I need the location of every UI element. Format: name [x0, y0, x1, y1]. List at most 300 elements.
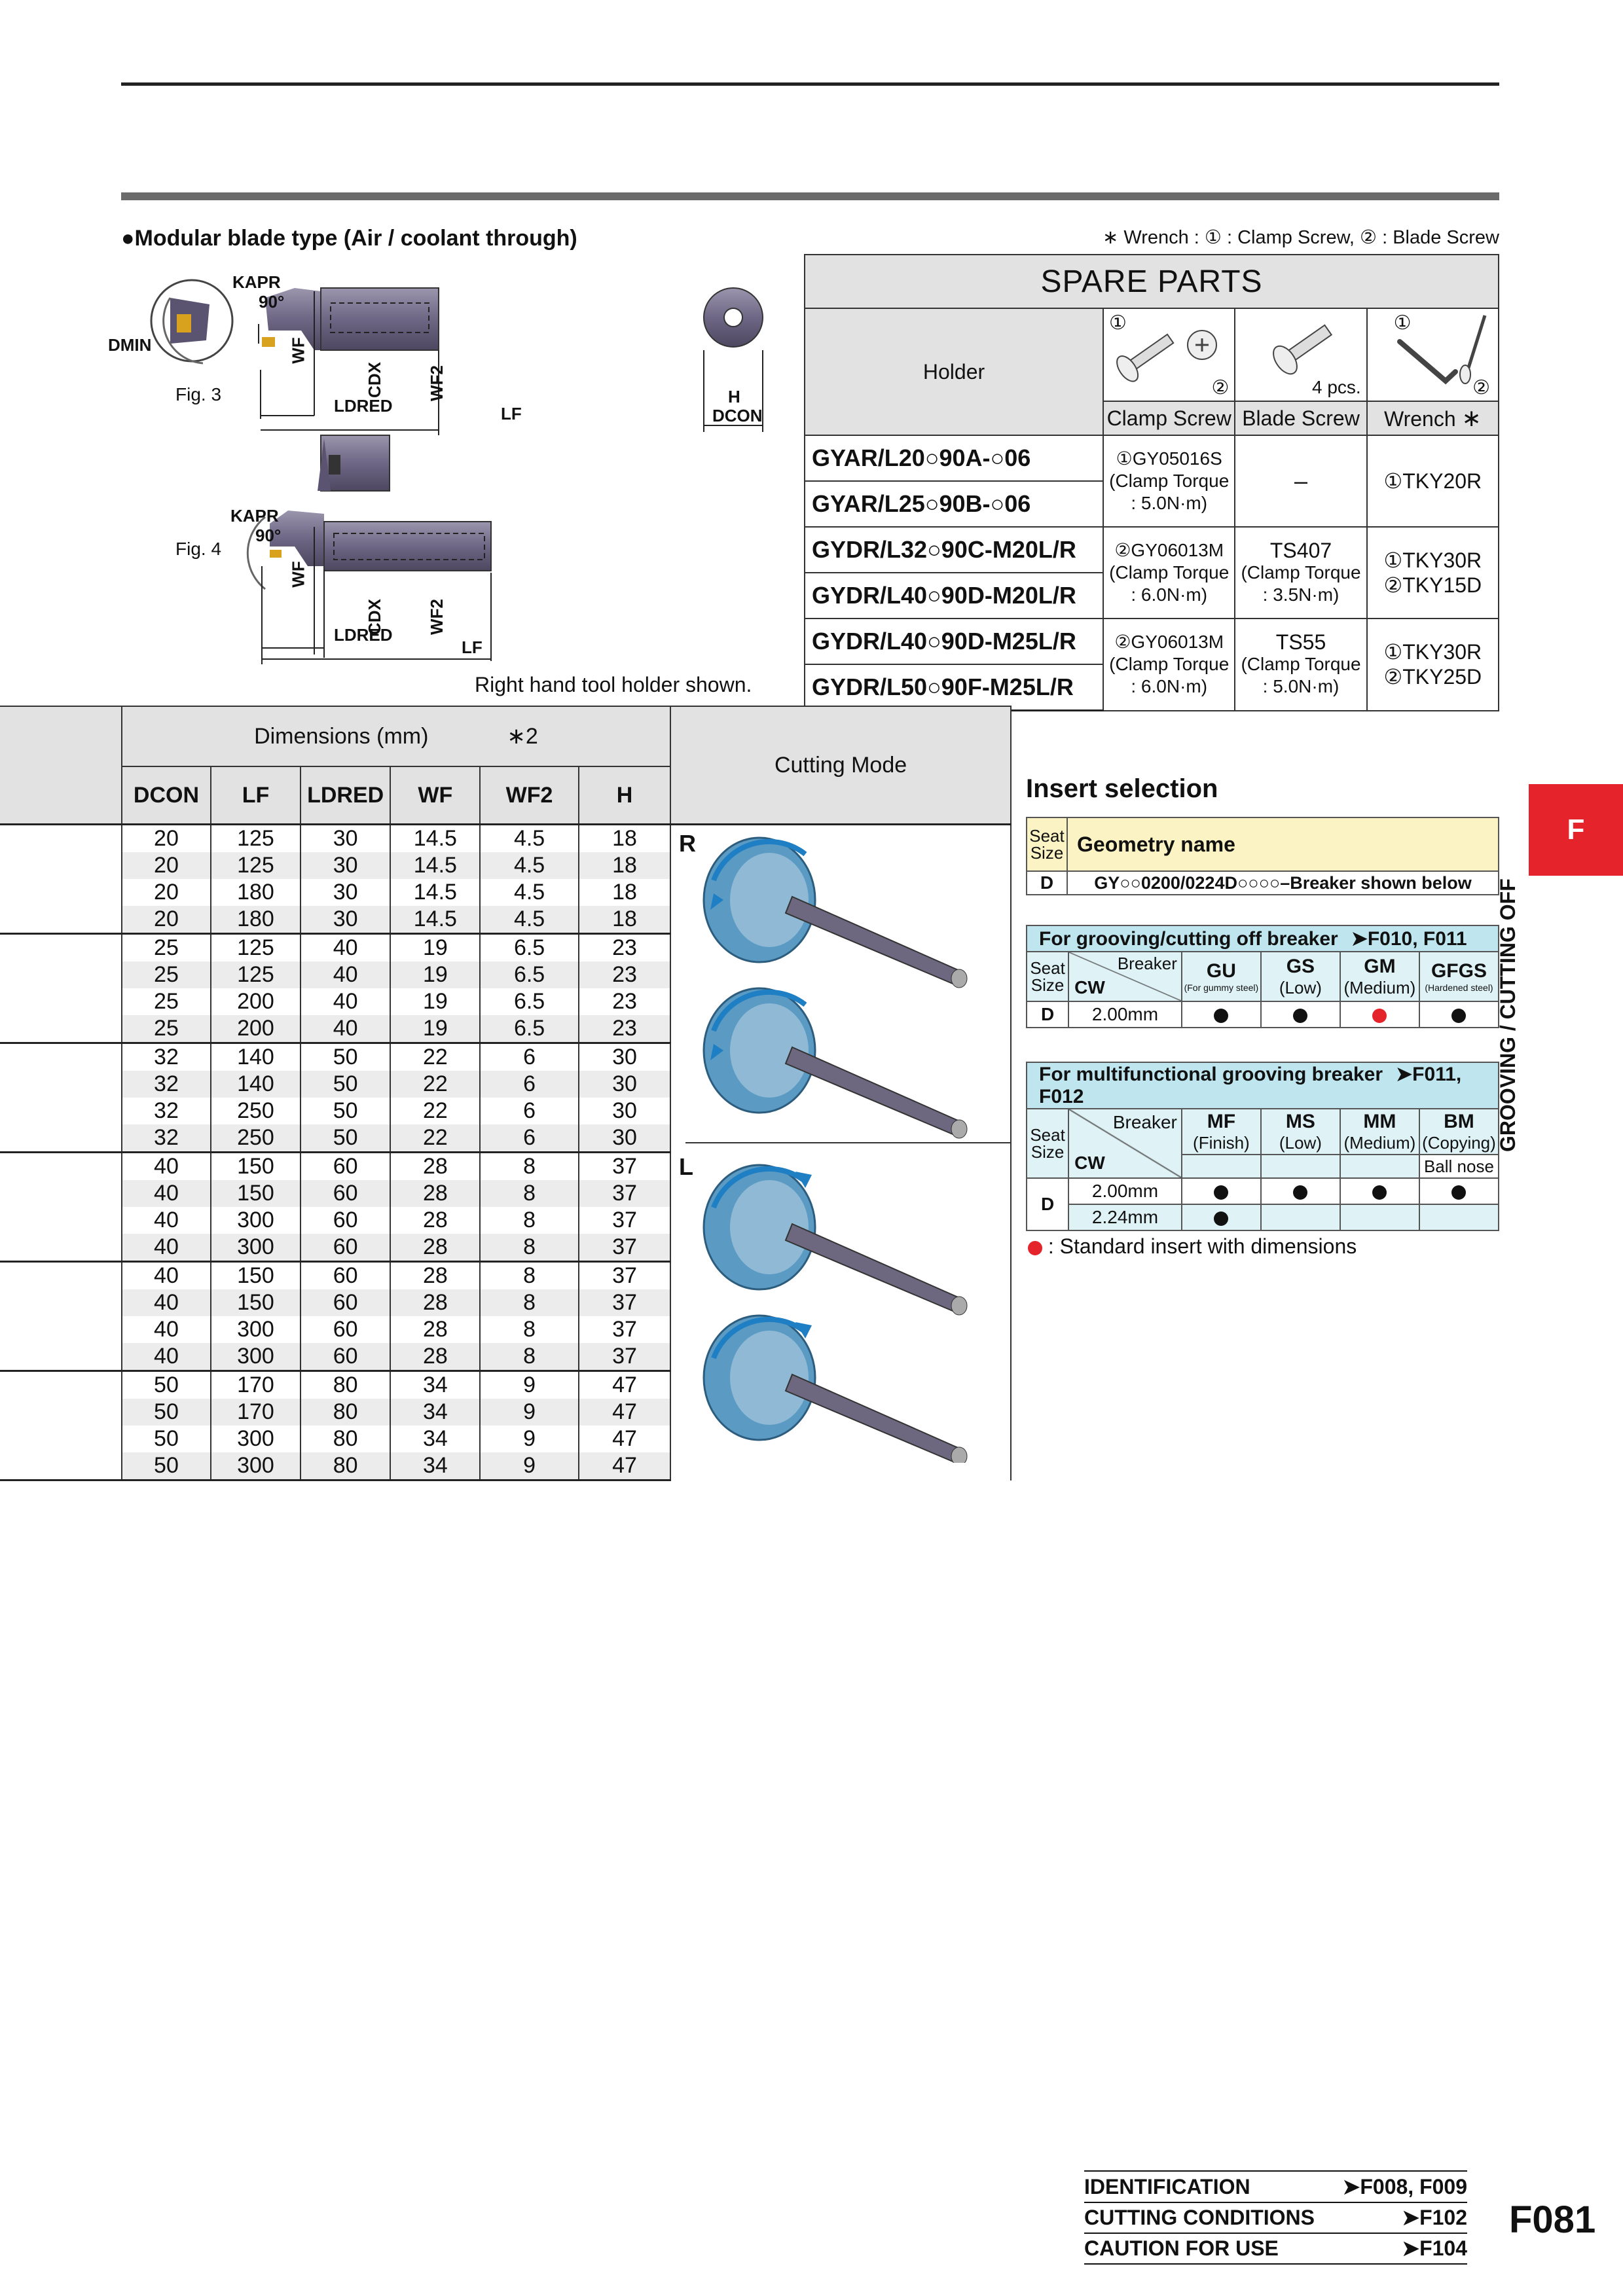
fig3-label: Fig. 3	[175, 384, 222, 404]
mode-l-label: L	[679, 1153, 693, 1180]
clamp-torque-val: : 6.0N·m)	[1131, 676, 1208, 697]
dim-cell-wf: 14.5	[390, 906, 480, 934]
row-blank-cell	[0, 961, 122, 988]
dim-cell-lf: 300	[211, 1426, 301, 1452]
dim-cell-ldred: 60	[301, 1234, 391, 1262]
dim-cell-h: 23	[579, 988, 670, 1015]
num-2-wrench: ②	[1472, 377, 1490, 399]
col-name: GS	[1286, 955, 1315, 977]
dim-cell-lf: 125	[211, 825, 301, 853]
dim-cell-wf2: 6	[480, 1124, 579, 1153]
wrench-cell-3	[1367, 619, 1499, 711]
dim-cell-h: 37	[579, 1153, 670, 1181]
seat-label: Seat	[1030, 958, 1065, 978]
dim-cell-dcon: 25	[122, 961, 211, 988]
standard-dot	[1028, 1241, 1042, 1255]
section-bar	[121, 192, 1499, 200]
dim-cell-dcon: 40	[122, 1153, 211, 1181]
geometry-name-header: Geometry name	[1067, 817, 1499, 871]
row-blank-cell	[0, 1180, 122, 1207]
row-blank-cell	[0, 988, 122, 1015]
dim-cell-dcon: 40	[122, 1343, 211, 1371]
dim-cell-wf: 28	[390, 1153, 480, 1181]
cw-label: CW	[1074, 977, 1105, 997]
dim-cell-wf: 28	[390, 1289, 480, 1316]
m-seat-d: D	[1027, 1178, 1068, 1230]
ref-label: CUTTING CONDITIONS	[1084, 2206, 1315, 2229]
breaker-label: Breaker	[1112, 1112, 1177, 1132]
blank-header	[0, 706, 122, 825]
wrench-part: ①TKY30R	[1383, 640, 1482, 664]
dim-cell-lf: 150	[211, 1289, 301, 1316]
grooving-title: For grooving/cutting off breaker	[1039, 927, 1338, 950]
dim-cell-h: 30	[579, 1124, 670, 1153]
dim-cell-lf: 250	[211, 1124, 301, 1153]
mode-l-2	[704, 1316, 967, 1463]
row-blank-cell	[0, 852, 122, 879]
dim-cell-wf: 14.5	[390, 879, 480, 906]
wf-label-4: WF	[288, 561, 308, 588]
dim-cell-lf: 170	[211, 1371, 301, 1399]
dim-cell-wf2: 6	[480, 1098, 579, 1124]
col-sub: (Low)	[1279, 977, 1322, 997]
dim-cell-h: 30	[579, 1071, 670, 1098]
dim-cell-lf: 140	[211, 1071, 301, 1098]
dim-cell-dcon: 25	[122, 988, 211, 1015]
m-mf-dot-2	[1182, 1204, 1261, 1230]
wf2-label-4: WF2	[426, 599, 447, 635]
g-gm-dot	[1340, 1001, 1419, 1028]
clamp-torque-val: : 6.0N·m)	[1131, 584, 1208, 605]
dim-cell-wf: 19	[390, 934, 480, 962]
wrench-part: ①TKY20R	[1383, 469, 1482, 493]
blade-cell-3	[1235, 619, 1366, 711]
dim-cell-dcon: 25	[122, 934, 211, 962]
multi-ref: ➤F011, F012	[1039, 1064, 1462, 1107]
dim-cell-h: 37	[579, 1180, 670, 1207]
row-blank-cell	[0, 1207, 122, 1234]
blade-part: TS407	[1269, 539, 1332, 562]
grooving-breaker-table	[1026, 925, 1499, 1028]
dim-cell-ldred: 30	[301, 906, 391, 934]
col-dcon: DCON	[122, 766, 211, 825]
num-1: ①	[1109, 312, 1127, 334]
m-mm-dot-1	[1340, 1178, 1419, 1204]
dim-cell-wf2: 8	[480, 1316, 579, 1343]
wrench-note: ∗ Wrench : ① : Clamp Screw, ② : Blade Screw	[1103, 227, 1499, 248]
kapr-label-3: KAPR	[232, 272, 281, 292]
dim-cell-dcon: 32	[122, 1071, 211, 1098]
ref-value: ➤F104	[1402, 2236, 1467, 2260]
row-blank-cell	[0, 1289, 122, 1316]
dim-cell-lf: 125	[211, 934, 301, 962]
availability-dot	[1214, 1185, 1228, 1200]
dim-cell-h: 37	[579, 1289, 670, 1316]
dim-cell-wf: 34	[390, 1371, 480, 1399]
side-section-text: GROOVING / CUTTING OFF	[1496, 878, 1520, 1152]
dim-cell-lf: 170	[211, 1399, 301, 1426]
right-hand-note: Right hand tool holder shown.	[475, 673, 752, 696]
dim-cell-wf: 28	[390, 1343, 480, 1371]
col-sub: (Hardened steel)	[1425, 982, 1493, 993]
mode-l-1	[704, 1165, 967, 1315]
holder-header: Holder	[805, 308, 1103, 435]
dim-cell-ldred: 80	[301, 1399, 391, 1426]
standard-dot	[1372, 1009, 1387, 1023]
dim-cell-h: 30	[579, 1043, 670, 1071]
clamp-torque: (Clamp Torque	[1109, 471, 1230, 491]
col-bm	[1419, 1109, 1499, 1155]
blank	[1261, 1204, 1340, 1230]
holder-row-3b: GYDR/L50○90F-M25L/R	[805, 664, 1103, 711]
g-gs-dot	[1261, 1001, 1340, 1028]
dim-cell-lf: 125	[211, 852, 301, 879]
geom-seat-d: D	[1027, 871, 1067, 895]
dim-cell-h: 47	[579, 1371, 670, 1399]
col-gu	[1182, 952, 1261, 1001]
dim-cell-wf2: 8	[480, 1343, 579, 1371]
col-name: GU	[1206, 960, 1236, 982]
dim-cell-lf: 150	[211, 1180, 301, 1207]
insert-selection-title: Insert selection	[1026, 774, 1218, 803]
row-blank-cell	[0, 1452, 122, 1480]
dim-cell-ldred: 60	[301, 1343, 391, 1371]
spare-parts-title: SPARE PARTS	[805, 255, 1499, 308]
clamp-part: ②GY06013M	[1114, 632, 1224, 653]
dmin-label: DMIN	[108, 335, 152, 355]
dim-cell-wf2: 4.5	[480, 825, 579, 853]
lf-label-4: LF	[462, 637, 483, 657]
dim-cell-wf: 19	[390, 961, 480, 988]
dim-cell-wf: 28	[390, 1234, 480, 1262]
seat-label: Seat	[1030, 1125, 1065, 1145]
deg-label-4: 90°	[255, 526, 282, 545]
dim-cell-wf2: 6	[480, 1071, 579, 1098]
col-gfgs	[1419, 952, 1499, 1001]
blade-torque-val: : 3.5N·m)	[1262, 584, 1340, 605]
dim-cell-h: 37	[579, 1207, 670, 1234]
section-title: ●Modular blade type (Air / coolant through)	[121, 226, 577, 251]
dim-cell-dcon: 20	[122, 906, 211, 934]
dim-cell-h: 23	[579, 1015, 670, 1043]
dim-cell-dcon: 20	[122, 879, 211, 906]
m-ms-dot-1	[1261, 1178, 1340, 1204]
row-blank-cell	[0, 934, 122, 962]
row-blank-cell	[0, 825, 122, 853]
row-blank-cell	[0, 1043, 122, 1071]
geometry-value: GY○○0200/0224D○○○○–Breaker shown below	[1067, 871, 1499, 895]
blade-torque: (Clamp Torque	[1241, 654, 1361, 675]
dim-cell-ldred: 50	[301, 1124, 391, 1153]
dim-cell-ldred: 60	[301, 1289, 391, 1316]
seat-size-header	[1027, 1109, 1068, 1178]
wrench-star: ∗	[1461, 404, 1482, 431]
ref-identification[interactable]	[1084, 2172, 1467, 2203]
dim-cell-wf: 34	[390, 1399, 480, 1426]
dcon-label: DCON	[712, 406, 763, 425]
multi-title-row	[1027, 1062, 1499, 1109]
holder-row-1a: GYAR/L20○90A-○06	[805, 435, 1103, 481]
dim-cell-ldred: 50	[301, 1071, 391, 1098]
dim-cell-dcon: 32	[122, 1124, 211, 1153]
dim-cell-wf: 22	[390, 1124, 480, 1153]
dim-cell-wf2: 9	[480, 1371, 579, 1399]
ref-value: ➤F008, F009	[1342, 2175, 1467, 2198]
g-cw-value: 2.00mm	[1068, 1001, 1182, 1028]
blade-screw-icon-cell	[1235, 308, 1366, 401]
note-2: ∗2	[507, 724, 538, 749]
blank	[1261, 1155, 1340, 1178]
col-name: GM	[1364, 955, 1396, 977]
clamp-torque: (Clamp Torque	[1109, 654, 1230, 675]
cdx-label-3: CDX	[364, 362, 384, 398]
clamp-cell-2	[1103, 527, 1235, 619]
dim-cell-lf: 140	[211, 1043, 301, 1071]
col-sub: (Copying)	[1422, 1132, 1496, 1153]
dim-cell-dcon: 50	[122, 1399, 211, 1426]
availability-dot	[1293, 1185, 1307, 1200]
col-name: MF	[1207, 1110, 1236, 1132]
cdx-label-4: CDX	[364, 599, 384, 635]
row-blank-cell	[0, 1371, 122, 1399]
dim-cell-dcon: 50	[122, 1426, 211, 1452]
wrench-part: ①TKY30R	[1383, 548, 1482, 572]
availability-dot	[1214, 1009, 1228, 1023]
dim-cell-h: 30	[579, 1098, 670, 1124]
col-gs	[1261, 952, 1340, 1001]
dim-cell-ldred: 60	[301, 1207, 391, 1234]
col-name: GFGS	[1431, 960, 1487, 982]
dim-cell-ldred: 40	[301, 961, 391, 988]
ref-label: IDENTIFICATION	[1084, 2175, 1250, 2198]
row-blank-cell	[0, 1124, 122, 1153]
cutting-mode-illustrations	[687, 828, 1008, 1463]
dim-cell-wf2: 6.5	[480, 961, 579, 988]
geometry-table	[1026, 817, 1499, 895]
multi-breaker-table	[1026, 1062, 1499, 1231]
dim-cell-wf2: 6.5	[480, 988, 579, 1015]
availability-dot	[1451, 1185, 1466, 1200]
ref-caution[interactable]	[1084, 2233, 1467, 2265]
ref-cutting-conditions[interactable]	[1084, 2202, 1467, 2234]
dim-cell-wf2: 8	[480, 1289, 579, 1316]
m-cw-2: 2.24mm	[1068, 1204, 1182, 1230]
blank	[1340, 1155, 1419, 1178]
blank	[1419, 1204, 1499, 1230]
dim-cell-lf: 180	[211, 906, 301, 934]
dim-cell-ldred: 60	[301, 1180, 391, 1207]
col-sub: (Medium)	[1343, 977, 1416, 997]
top-rule	[121, 82, 1499, 86]
dim-cell-ldred: 30	[301, 852, 391, 879]
deg-label-3: 90°	[259, 292, 285, 312]
dim-cell-h: 18	[579, 825, 670, 853]
dim-cell-wf: 19	[390, 988, 480, 1015]
section-tab[interactable]: F	[1529, 784, 1623, 876]
dim-cell-ldred: 80	[301, 1426, 391, 1452]
dim-cell-lf: 300	[211, 1343, 301, 1371]
dim-cell-lf: 300	[211, 1452, 301, 1480]
ldred-label-3: LDRED	[334, 396, 393, 416]
dimensions-header	[122, 706, 670, 766]
dim-cell-wf: 14.5	[390, 825, 480, 853]
legend-text: : Standard insert with dimensions	[1048, 1234, 1357, 1258]
holder-row-3a: GYDR/L40○90D-M25L/R	[805, 619, 1103, 664]
dim-cell-h: 18	[579, 852, 670, 879]
pcs-label: 4 pcs.	[1311, 377, 1361, 397]
dim-cell-wf: 28	[390, 1180, 480, 1207]
cutting-mode-header: Cutting Mode	[670, 706, 1011, 825]
dim-cell-ldred: 40	[301, 1015, 391, 1043]
dim-cell-wf2: 8	[480, 1262, 579, 1290]
dim-cell-ldred: 60	[301, 1262, 391, 1290]
seat-size-header	[1027, 817, 1067, 871]
dim-cell-ldred: 40	[301, 988, 391, 1015]
col-wf2: WF2	[480, 766, 579, 825]
dim-cell-wf: 34	[390, 1452, 480, 1480]
dim-cell-wf: 34	[390, 1426, 480, 1452]
wrench-part-2: ②TKY25D	[1383, 665, 1482, 689]
row-blank-cell	[0, 879, 122, 906]
num-1-wrench: ①	[1393, 312, 1412, 334]
dim-cell-h: 23	[579, 961, 670, 988]
dim-cell-lf: 200	[211, 988, 301, 1015]
blade-torque: (Clamp Torque	[1241, 562, 1361, 583]
blank	[1182, 1155, 1261, 1178]
dim-cell-ldred: 30	[301, 879, 391, 906]
dim-cell-wf: 28	[390, 1316, 480, 1343]
dim-cell-h: 37	[579, 1262, 670, 1290]
dim-cell-h: 47	[579, 1399, 670, 1426]
dim-cell-wf: 28	[390, 1207, 480, 1234]
dim-cell-lf: 150	[211, 1153, 301, 1181]
mode-r-2	[704, 988, 967, 1138]
clamp-cell-3	[1103, 619, 1235, 711]
blade-cell-1	[1235, 435, 1366, 527]
blade-cell-2	[1235, 527, 1366, 619]
clamp-cell-1	[1103, 435, 1235, 527]
page-number: F081	[1509, 2198, 1596, 2241]
seat-label: Seat	[1029, 826, 1065, 846]
dim-cell-wf: 22	[390, 1098, 480, 1124]
dim-cell-wf2: 6.5	[480, 934, 579, 962]
clamp-part: ②GY06013M	[1114, 540, 1224, 560]
breaker-cw-header	[1068, 952, 1182, 1001]
dim-cell-lf: 180	[211, 879, 301, 906]
col-wf: WF	[390, 766, 480, 825]
num-2: ②	[1211, 377, 1230, 399]
row-blank-cell	[0, 1153, 122, 1181]
row-blank-cell	[0, 1071, 122, 1098]
row-blank-cell	[0, 1262, 122, 1290]
lf-label-3: LF	[501, 404, 522, 423]
row-blank-cell	[0, 1015, 122, 1043]
spare-parts-table	[804, 254, 1499, 711]
clamp-part: ①GY05016S	[1116, 448, 1222, 469]
ref-label: CAUTION FOR USE	[1084, 2236, 1279, 2260]
legend	[1028, 1234, 1357, 1259]
blade-part: TS55	[1275, 630, 1326, 655]
dim-cell-wf2: 6	[480, 1043, 579, 1071]
m-cw-1: 2.00mm	[1068, 1178, 1182, 1204]
dim-cell-dcon: 25	[122, 1015, 211, 1043]
dim-cell-ldred: 60	[301, 1316, 391, 1343]
dim-cell-wf2: 6.5	[480, 1015, 579, 1043]
col-mm	[1340, 1109, 1419, 1155]
g-gu-dot	[1182, 1001, 1261, 1028]
row-blank-cell	[0, 1234, 122, 1262]
col-gm	[1340, 952, 1419, 1001]
dim-cell-wf2: 8	[480, 1207, 579, 1234]
ref-value: ➤F102	[1402, 2206, 1467, 2229]
wrench-icon-cell	[1367, 308, 1499, 401]
blade-torque-val: : 5.0N·m)	[1262, 676, 1340, 697]
dim-cell-wf: 22	[390, 1071, 480, 1098]
dim-cell-dcon: 50	[122, 1452, 211, 1480]
wf2-label-3: WF2	[426, 365, 447, 401]
holder-row-2b: GYDR/L40○90D-M20L/R	[805, 573, 1103, 619]
dim-cell-wf2: 4.5	[480, 852, 579, 879]
dim-cell-dcon: 40	[122, 1207, 211, 1234]
col-wrench-label: Wrench	[1383, 407, 1456, 431]
dim-cell-wf2: 4.5	[480, 906, 579, 934]
mode-r-label: R	[679, 830, 696, 857]
dim-cell-h: 37	[579, 1234, 670, 1262]
breaker-cw-header	[1068, 1109, 1182, 1178]
dim-cell-lf: 200	[211, 1015, 301, 1043]
dim-cell-dcon: 20	[122, 825, 211, 853]
col-name: MS	[1285, 1110, 1315, 1132]
dim-cell-ldred: 30	[301, 825, 391, 853]
cw-label: CW	[1074, 1153, 1105, 1173]
col-clamp-screw: Clamp Screw	[1103, 401, 1235, 435]
dim-cell-wf: 19	[390, 1015, 480, 1043]
col-lf: LF	[211, 766, 301, 825]
availability-dot	[1214, 1211, 1228, 1226]
ball-nose-label: Ball nose	[1419, 1155, 1499, 1178]
dim-cell-ldred: 80	[301, 1452, 391, 1480]
m-mf-dot-1	[1182, 1178, 1261, 1204]
dim-cell-wf: 28	[390, 1262, 480, 1290]
ref-top-rule	[1084, 2170, 1467, 2172]
col-mf	[1182, 1109, 1261, 1155]
h-label: H	[728, 387, 740, 406]
clamp-torque-val: : 5.0N·m)	[1131, 493, 1208, 513]
size-label: Size	[1030, 1142, 1065, 1162]
availability-dot	[1293, 1009, 1307, 1023]
wrench-cell-1	[1367, 435, 1499, 527]
m-bm-dot-1	[1419, 1178, 1499, 1204]
availability-dot	[1451, 1009, 1466, 1023]
dim-cell-wf2: 9	[480, 1399, 579, 1426]
col-sub: (Medium)	[1343, 1132, 1416, 1153]
holder-row-1b: GYAR/L25○90B-○06	[805, 481, 1103, 527]
blank	[1340, 1204, 1419, 1230]
row-blank-cell	[0, 906, 122, 934]
row-blank-cell	[0, 1426, 122, 1452]
breaker-label: Breaker	[1117, 954, 1177, 973]
dim-cell-lf: 300	[211, 1207, 301, 1234]
col-blade-screw: Blade Screw	[1235, 401, 1366, 435]
dim-cell-h: 37	[579, 1316, 670, 1343]
kapr-label-4: KAPR	[230, 506, 279, 526]
col-sub: (Low)	[1279, 1132, 1322, 1153]
row-blank-cell	[0, 1098, 122, 1124]
dim-cell-wf: 14.5	[390, 852, 480, 879]
dim-cell-dcon: 20	[122, 852, 211, 879]
size-label: Size	[1030, 975, 1065, 995]
dim-cell-dcon: 40	[122, 1234, 211, 1262]
